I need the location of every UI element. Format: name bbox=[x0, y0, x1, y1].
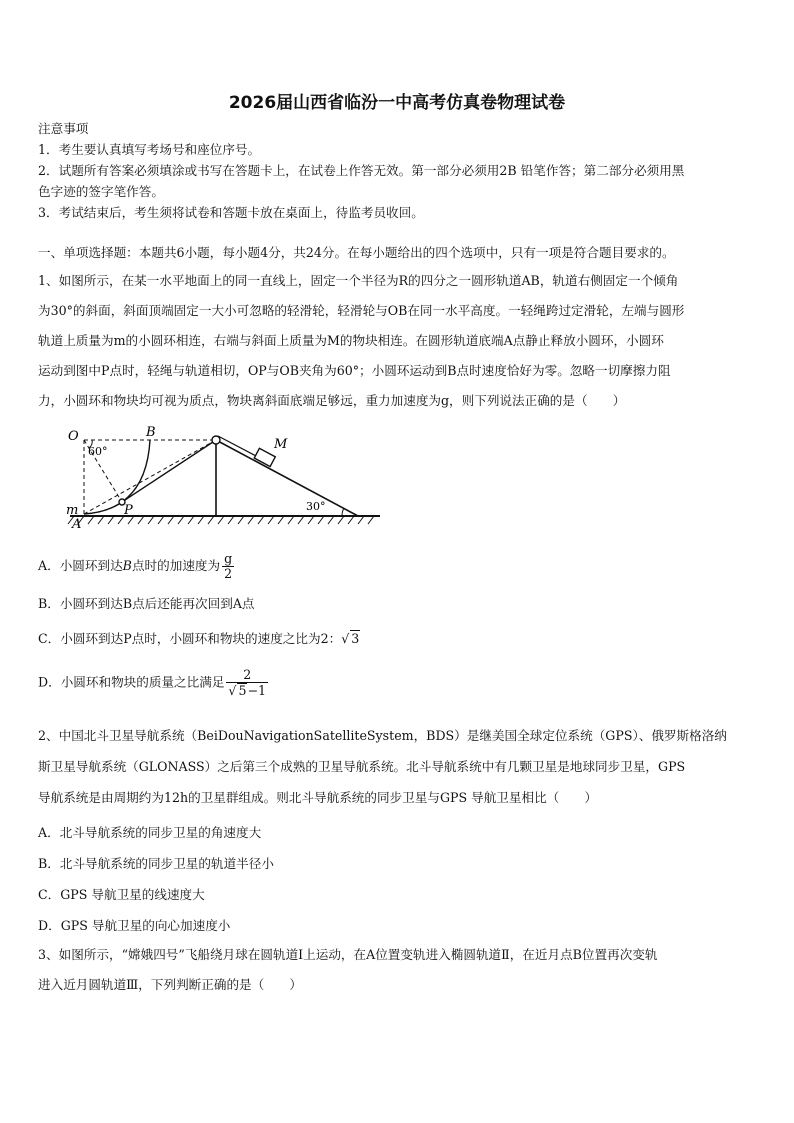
q2-option-d[interactable]: D．GPS 导航卫星的向心加速度小 bbox=[38, 918, 231, 933]
q1-line-1: 1、如图所示，在某一水平地面上的同一直线上，固定一个半径为R的四分之一圆形轨道AB，轨道右侧固定一个倾角 bbox=[38, 273, 679, 288]
q2-option-c[interactable]: C．GPS 导航卫星的线速度大 bbox=[38, 887, 205, 902]
label-a: A bbox=[72, 517, 82, 532]
q2-line-3: 导航系统是由周期约为12h的卫星群组成。则北斗导航系统的同步卫星与GPS 导航卫星相比（ ） bbox=[38, 790, 598, 805]
label-m-big: M bbox=[274, 437, 288, 452]
notice-item-1: 1．考生要认真填写考场号和座位序号。 bbox=[38, 142, 261, 157]
label-o: O bbox=[68, 429, 79, 444]
q1-line-2: 为30°的斜面，斜面顶端固定一大小可忽略的轻滑轮，轻滑轮与OB在同一水平高度。一轻绳跨过定滑轮，左端与圆形 bbox=[38, 303, 685, 318]
q1-option-c[interactable]: C．小圆环到达P点时，小圆环和物块的速度之比为2：√ 3 bbox=[38, 631, 360, 646]
q1-line-3: 轨道上质量为m的小圆环相连，右端与斜面上质量为M的物块相连。在圆形轨道底端A点静止释放小圆环，小圆环 bbox=[38, 333, 664, 348]
q1-line-5: 力，小圆环和物块均可视为质点，物块离斜面底端足够远，重力加速度为g，则下列说法正确的是（ ） bbox=[38, 393, 626, 408]
angle-30-arc bbox=[342, 508, 344, 516]
label-b: B bbox=[146, 425, 156, 440]
q1-figure bbox=[58, 422, 388, 532]
pulley bbox=[212, 436, 220, 444]
label-p: P bbox=[124, 503, 133, 518]
q3-line-1: 3、如图所示，“嫦娥四号”飞船绕月球在圆轨道Ⅰ上运动，在A位置变轨进入椭圆轨道Ⅱ，在近月点B位置再次变轨 bbox=[38, 947, 658, 962]
q1-line-4: 运动到图中P点时，轻绳与轨道相切，OP与OB夹角为60°；小圆环运动到B点时速度恰好为零。忽略一切摩擦力阻 bbox=[38, 363, 671, 378]
q2-line-2: 斯卫星导航系统（GLONASS）之后第三个成熟的卫星导航系统。北斗导航系统中有几颗卫星是地球同步卫星，GPS bbox=[38, 759, 686, 774]
label-30: 30° bbox=[306, 500, 326, 513]
q2-option-b[interactable]: B．北斗导航系统的同步卫星的轨道半径小 bbox=[38, 856, 274, 871]
q2-line-1: 2、中国北斗卫星导航系统（BeiDouNavigationSatelliteSystem，BDS）是继美国全球定位系统（GPS）、俄罗斯格洛纳 bbox=[38, 728, 727, 743]
label-60: 60° bbox=[88, 445, 108, 458]
section-heading: 一、单项选择题：本题共6小题，每小题4分，共24分。在每小题给出的四个选项中，只有一项是符合题目要求的。 bbox=[38, 245, 675, 260]
fraction-2-over-sqrt5-minus-1: $\frac{2}{√ 5-1}$ bbox=[228, 667, 267, 698]
q3-line-2: 进入近月圆轨道Ⅲ，下列判断正确的是（ ） bbox=[38, 977, 303, 992]
notice-heading: 注意事项 bbox=[38, 121, 89, 136]
sqrt-symbol: √ bbox=[341, 631, 350, 646]
rope-incline bbox=[218, 436, 258, 457]
q1-option-d[interactable]: D．小圆环和物块的质量之比满足 $\frac{2}{√ 5-1}$ bbox=[38, 667, 267, 698]
page-title: 2026届山西省临汾一中高考仿真卷物理试卷 bbox=[228, 93, 566, 113]
block-m bbox=[254, 448, 275, 466]
notice-item-2: 2．试题所有答案必须填涂或书写在答题卡上，在试卷上作答无效。第一部分必须用2B 铅笔作答；第二部分必须用黑 bbox=[38, 163, 685, 178]
notice-item-2-cont: 色字迹的签字笔作答。 bbox=[38, 184, 164, 199]
q1-option-a[interactable]: A．小圆环到达B点时的加速度为 $\frac{g}{2}$ bbox=[38, 551, 233, 581]
rope-solid bbox=[122, 440, 216, 502]
q2-option-a[interactable]: A．北斗导航系统的同步卫星的角速度大 bbox=[38, 825, 262, 840]
notice-item-3: 3．考试结束后，考生须将试卷和答题卡放在桌面上，待监考员收回。 bbox=[38, 205, 424, 220]
q1-option-b[interactable]: B．小圆环到达B点后还能再次回到A点 bbox=[38, 596, 255, 611]
label-m-small: m bbox=[66, 503, 79, 518]
fraction-g-over-2: $\frac{g}{2}$ bbox=[224, 551, 233, 581]
